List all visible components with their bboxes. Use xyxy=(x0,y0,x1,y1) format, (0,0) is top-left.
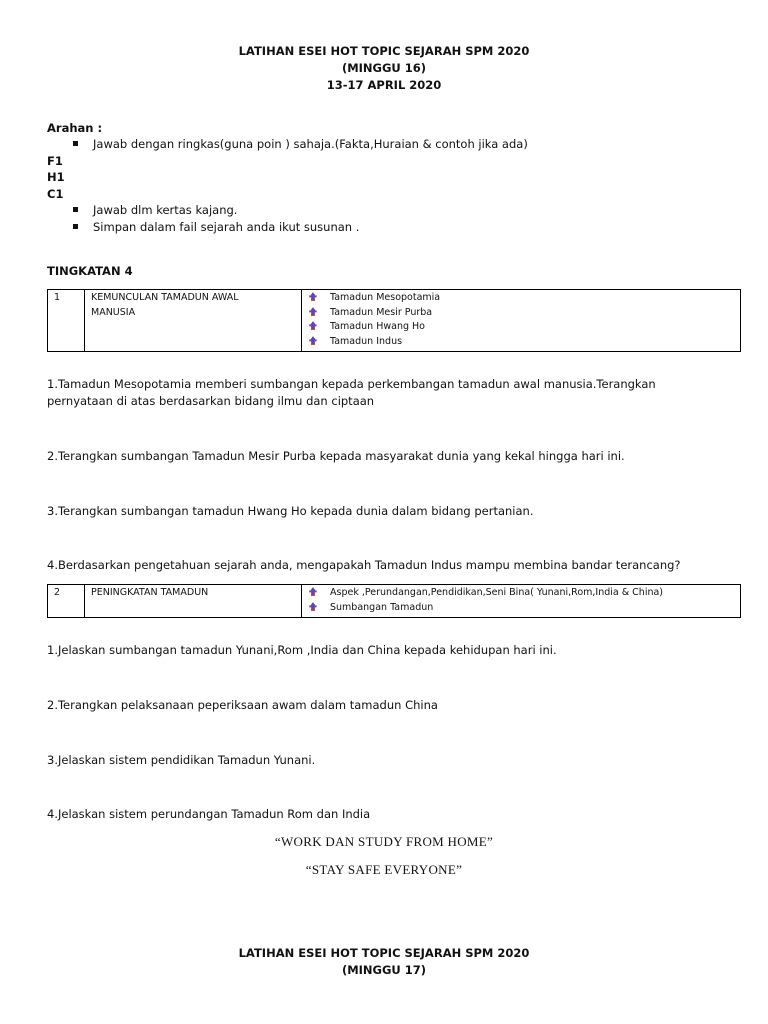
arahan-bullet-2 xyxy=(73,203,237,217)
arahan-bullet-3-text: Simpan dalam fail sejarah anda ikut susunan . xyxy=(93,220,360,234)
topic-number: 1 xyxy=(48,290,85,352)
topic-table-2 xyxy=(47,584,741,618)
c1-label: C1 xyxy=(47,187,64,201)
doc-week: (MINGGU 16) xyxy=(341,61,427,75)
question-1-1-line-2: pernyataan di atas berdasarkan bidang ilmu dan ciptaan xyxy=(47,394,375,408)
question-1-3: 3.Terangkan sumbangan tamadun Hwang Ho kepada dunia dalam bidang pertanian. xyxy=(47,504,534,518)
doc-title: LATIHAN ESEI HOT TOPIC SEJARAH SPM 2020 xyxy=(238,44,530,58)
question-2-4: 4.Jelaskan sistem perundangan Tamadun Rom dan India xyxy=(47,807,371,821)
list-item: ✚ Sumbangan Tamadun xyxy=(308,601,734,616)
h1-label: H1 xyxy=(47,170,65,184)
arahan-bullet-1 xyxy=(73,137,528,151)
topic-title-line-2: MANUSIA xyxy=(91,306,136,318)
list-item: ✚ Tamadun Hwang Ho xyxy=(308,320,734,335)
doc-date: 13-17 APRIL 2020 xyxy=(326,78,442,92)
topic-title xyxy=(85,290,302,352)
doc-week-2: (MINGGU 17) xyxy=(341,963,427,977)
bullet-icon xyxy=(73,141,78,146)
bullet-icon xyxy=(73,207,78,212)
question-1-2: 2.Terangkan sumbangan Tamadun Mesir Purba kepada masyarakat dunia yang kekal hingga hari ini. xyxy=(47,449,625,463)
arahan-label: Arahan : xyxy=(47,121,103,135)
arrow-down-icon: ✚ xyxy=(308,601,318,616)
list-item: ✚ Tamadun Mesopotamia xyxy=(308,291,734,306)
list-item: ✚ Tamadun Mesir Purba xyxy=(308,306,734,321)
question-1-1-line-1: 1.Tamadun Mesopotamia memberi sumbangan kepada perkembangan tamadun awal manusia.Terangkan xyxy=(47,377,656,391)
arahan-bullet-3 xyxy=(73,220,359,234)
arahan-bullet-1-text: Jawab dengan ringkas(guna poin ) sahaja.(Fakta,Huraian & contoh jika ada) xyxy=(93,137,528,151)
list-item: ✚ Aspek ,Perundangan,Pendidikan,Seni Bina( Yunani,Rom,India & China) xyxy=(308,586,734,601)
topic-title: PENINGKATAN TAMADUN xyxy=(85,585,302,618)
topic-number: 2 xyxy=(48,585,85,618)
arrow-down-icon: ✚ xyxy=(308,335,318,350)
tingkatan-heading: TINGKATAN 4 xyxy=(47,264,133,278)
question-1-1 xyxy=(47,376,737,410)
question-2-1: 1.Jelaskan sumbangan tamadun Yunani,Rom ,India dan China kepada kehidupan hari ini. xyxy=(47,643,557,657)
table-row xyxy=(48,290,741,352)
doc-title-2: LATIHAN ESEI HOT TOPIC SEJARAH SPM 2020 xyxy=(238,946,530,960)
list-item: ✚ Tamadun Indus xyxy=(308,335,734,350)
subtopic-list xyxy=(302,290,741,352)
arrow-down-icon: ✚ xyxy=(308,586,318,601)
arahan-bullet-2-text: Jawab dlm kertas kajang. xyxy=(93,203,238,217)
table-row xyxy=(48,585,741,618)
f1-label: F1 xyxy=(47,154,63,168)
arrow-down-icon: ✚ xyxy=(308,320,318,335)
bullet-icon xyxy=(73,224,78,229)
quote-work-from-home: “WORK DAN STUDY FROM HOME” xyxy=(274,834,494,849)
quote-stay-safe: “STAY SAFE EVERYONE” xyxy=(305,862,463,877)
question-2-2: 2.Terangkan pelaksanaan peperiksaan awam dalam tamadun China xyxy=(47,698,438,712)
question-2-3: 3.Jelaskan sistem pendidikan Tamadun Yunani. xyxy=(47,753,316,767)
topic-table-1 xyxy=(47,289,741,352)
arrow-down-icon: ✚ xyxy=(308,306,318,321)
question-1-4: 4.Berdasarkan pengetahuan sejarah anda, mengapakah Tamadun Indus mampu membina bandar terancang? xyxy=(47,558,681,572)
arrow-down-icon: ✚ xyxy=(308,291,318,306)
topic-title-line-1: KEMUNCULAN TAMADUN AWAL xyxy=(91,292,239,303)
subtopic-list xyxy=(302,585,741,618)
